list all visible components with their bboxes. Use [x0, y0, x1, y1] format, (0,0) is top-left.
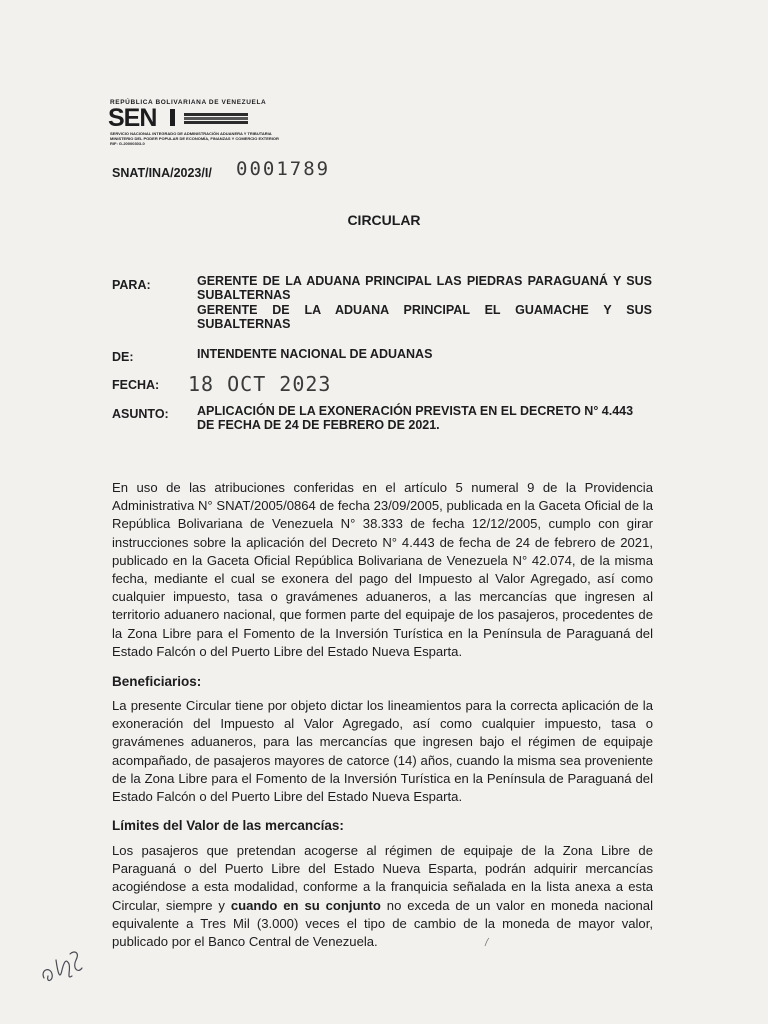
pen-mark: [484, 937, 490, 947]
limites-bold: cuando en su conjunto: [230, 897, 381, 913]
beneficiarios-paragraph: La presente Circular tiene por objeto dictar los lineamientos para la correcta aplicación de la exoneración del Impuesto al Valor Agregado, así como cualquier impuesto, tasa o gravámenes aduaneros, para las mercancías que ingresen bajo el régimen de equipaje acompañado, de pasajeros mayores de catorce (14) años, cuando la misma sea proveniente de la Zona Libre para el Fomento de la Inversión Turística en la Península de Paraguaná del Estado Falcón o del Puerto Libre del Estado Nueva Esparta.: [112, 698, 653, 805]
country-line: REPÚBLICA BOLIVARIANA DE VENEZUELA: [110, 99, 267, 106]
seniat-logo: [108, 105, 184, 134]
para-recipient-1: GERENTE DE LA ADUANA PRINCIPAL LAS PIEDRAS PARAGUANÁ Y SUS SUBALTERNAS: [197, 274, 652, 302]
handwritten-initials: [36, 940, 96, 990]
intro-paragraph: En uso de las atribuciones conferidas en el artículo 5 numeral 9 de la Providencia Administrativa N° SNAT/2005/0864 de fecha 23/09/2005, publicada en la Gaceta Oficial de la República Bolivariana de Venezuela N° 38.333 de fecha 12/12/2005, cumplo con girar instrucciones sobre la aplicación del Decreto N° 4.443 de fecha de 24 de febrero de 2021, publicado en la Gaceta Oficial República Bolivariana de Venezuela N° 42.074, de la misma fecha, mediante el cual se exonera del pago del Impuesto al Valor Agregado, así como cualquier impuesto, tasa o gravámenes aduaneros, a las mercancías que ingresen al territorio aduanero nacional, que formen parte del equipaje de los pasajeros, procedentes de la Zona Libre para el Fomento de la Inversión Turística en la Península de Paraguaná del Estado Falcón o del Puerto Libre del Estado Nueva Esparta.: [112, 480, 653, 659]
logo-sub-line: RIF: G-20000303-0: [110, 141, 145, 146]
beneficiarios-heading: Beneficiarios:: [112, 674, 202, 689]
limites-text-1: Los pasajeros que pretendan acogerse al régimen de equipaje de la Zona Libre de Paraguaná o del Puerto Libre del Estado Nueva Esparta, podrán adquirir mercancías acogiéndose a esta modalidad, conforme a la franquicia señalada en la lista anexa a esta Circular, siempre y: [112, 843, 653, 913]
logo-sub-line: MINISTERIO DEL PODER POPULAR DE ECONOMÍA, FINANZAS Y COMERCIO EXTERIOR: [110, 136, 279, 141]
asunto-value: APLICACIÓN DE LA EXONERACIÓN PREVISTA EN EL DECRETO N° 4.443 DE FECHA DE 24 DE FEBRERO DE 2021.: [197, 404, 634, 432]
limites-paragraph: [112, 842, 653, 951]
fecha-stamp: 18 OCT 2023: [188, 372, 332, 396]
logo-sub-line: SERVICIO NACIONAL INTEGRADO DE ADMINISTRACIÓN ADUANERA Y TRIBUTARIA: [110, 131, 272, 136]
seniat-logo-mark: [108, 105, 184, 129]
limites-text-2: no exceda de un valor en moneda nacional equivalente a Tres Mil (3.000) veces el tipo de cambio de la moneda de mayor valor, publicado por el Banco Central de Venezuela.: [112, 897, 653, 950]
de-label: DE:: [112, 350, 134, 364]
para-label: PARA:: [112, 278, 151, 292]
svg-text:SEN: SEN: [108, 105, 157, 129]
flag-emblem: [184, 113, 248, 127]
de-value: INTENDENTE NACIONAL DE ADUANAS: [197, 347, 433, 361]
logo-subtitle: [110, 131, 279, 146]
reference-code: SNAT/INA/2023/I/: [112, 166, 212, 180]
document-title: CIRCULAR: [347, 212, 421, 228]
fecha-label: FECHA:: [112, 378, 160, 392]
reference-number: 0001789: [236, 158, 331, 180]
para-recipient-2: GERENTE DE LA ADUANA PRINCIPAL EL GUAMACHE Y SUS SUBALTERNAS: [197, 303, 652, 331]
asunto-label: ASUNTO:: [112, 407, 169, 421]
limites-heading: Límites del Valor de las mercancías:: [112, 818, 344, 833]
